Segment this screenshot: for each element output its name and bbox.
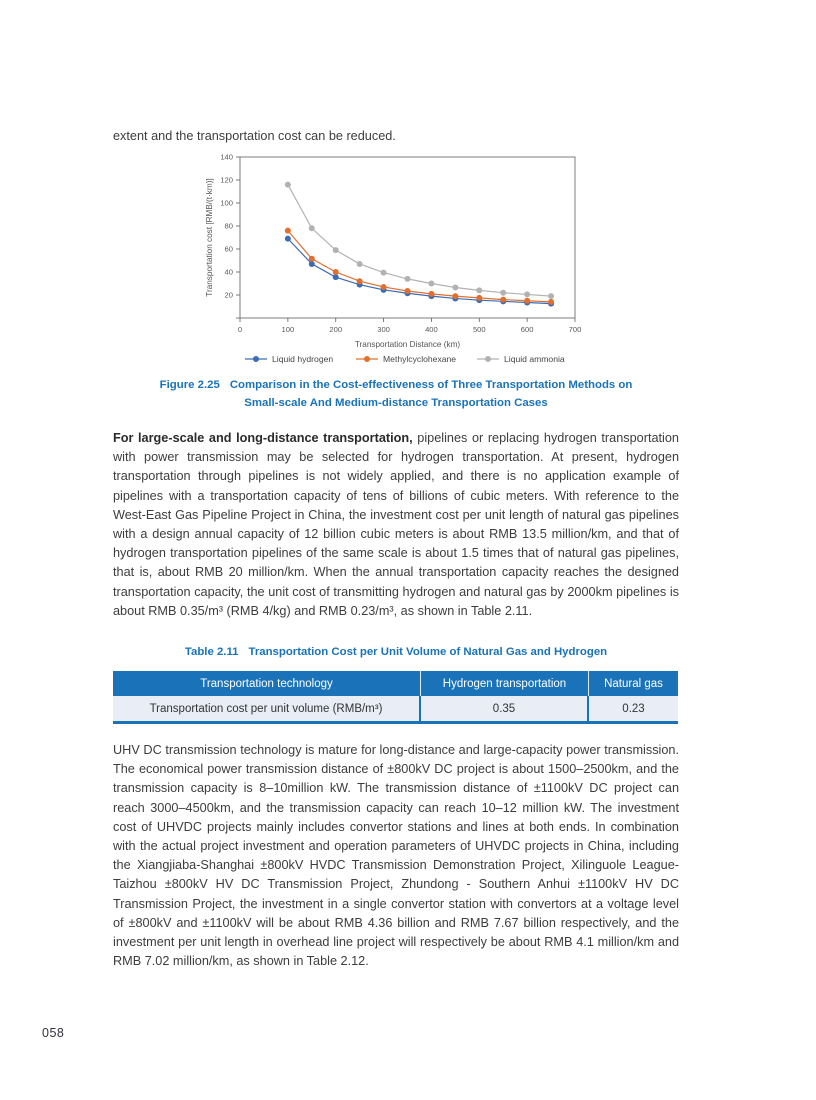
figure-caption-label: Figure 2.25 xyxy=(159,379,220,391)
y-tick-label: 100 xyxy=(220,198,233,208)
legend-label-methylcyclohexane: Methylcyclohexane xyxy=(383,354,457,364)
series-liquid-ammonia-point xyxy=(524,291,530,297)
y-tick-label: 60 xyxy=(224,244,233,254)
series-methylcyclohexane-point xyxy=(357,278,363,284)
header-cell-natural-gas: Natural gas xyxy=(604,677,663,690)
legend-label-liquid-hydrogen: Liquid hydrogen xyxy=(272,354,334,364)
y-tick-label: 120 xyxy=(220,175,233,185)
table-header-row xyxy=(113,671,678,696)
x-tick-label: 300 xyxy=(377,325,390,334)
series-liquid-hydrogen-point xyxy=(285,236,291,242)
series-methylcyclohexane-point xyxy=(476,295,482,301)
series-liquid-ammonia-point xyxy=(452,285,458,291)
series-methylcyclohexane-point xyxy=(500,297,506,303)
series-liquid-ammonia-point xyxy=(381,270,387,276)
series-methylcyclohexane-point xyxy=(381,284,387,290)
table-row xyxy=(113,696,678,721)
y-tick-label: 20 xyxy=(224,290,233,300)
paragraph-pipelines-text: pipelines or replacing hydrogen transportation with power transmission may be selected for hydrogen transportation. At present, hydrogen transportation through pipelines is not widely applied, and there is no application example of pipelines with a transportation capacity of tens of billions of cubic meters. With reference to the West-East Gas Pipeline Project in China, the investment cost per unit length of natural gas pipelines with a design annual capacity of 12 billion cubic meters is about RMB 13.5 million/km, and that of hydrogen transportation pipelines of the same scale is about 1.5 times that of natural gas pipelines, that is, about RMB 20 million/km. When the annual transportation capacity reaches the designed transportation capacity, the unit cost of transmitting hydrogen and natural gas by 2000km pipelines is about RMB 0.35/m³ (RMB 4/kg) and RMB 0.23/m³, as shown in Table 2.11. xyxy=(113,431,679,618)
y-tick-label: 80 xyxy=(224,221,233,231)
x-tick-label: 500 xyxy=(472,325,486,334)
series-liquid-ammonia-point xyxy=(548,293,554,299)
y-axis-label: Transportation cost [RMB/(t·km)] xyxy=(205,178,214,297)
series-methylcyclohexane-point xyxy=(548,299,554,305)
x-axis-label: Transportation Distance (km) xyxy=(354,340,461,349)
table-caption-label: Table 2.11 xyxy=(184,646,239,658)
x-tick-label: 400 xyxy=(425,325,438,334)
series-liquid-ammonia-point xyxy=(357,261,363,267)
legend-dot-liquid-hydrogen xyxy=(253,356,259,362)
series-liquid-ammonia-point xyxy=(309,225,315,231)
series-liquid-hydrogen-point xyxy=(309,261,315,267)
header-cell-technology: Transportation technology xyxy=(113,671,421,696)
cell-natural-gas-value: 0.23 xyxy=(622,702,645,715)
series-liquid-ammonia-point xyxy=(500,290,506,296)
cost-table xyxy=(113,671,678,724)
cell-hydrogen-value: 0.35 xyxy=(421,696,589,721)
series-methylcyclohexane-point xyxy=(452,293,458,299)
y-tick-label: 140 xyxy=(220,152,233,162)
table-caption-text: Transportation Cost per Unit Volume of Natural Gas and Hydrogen xyxy=(248,646,608,658)
cell-cost-label: Transportation cost per unit volume (RMB/m³) xyxy=(113,696,421,721)
intro-line: extent and the transportation cost can be reduced. xyxy=(113,129,396,143)
series-liquid-ammonia-point xyxy=(285,182,291,188)
x-tick-label: 700 xyxy=(568,325,582,334)
figure-caption xyxy=(113,376,679,412)
x-tick-label: 200 xyxy=(329,325,343,334)
series-methylcyclohexane-point xyxy=(524,298,530,304)
legend-label-liquid-ammonia: Liquid ammonia xyxy=(504,354,565,364)
y-tick-label: 40 xyxy=(224,267,233,277)
series-liquid-ammonia-point xyxy=(333,247,339,253)
series-methylcyclohexane-point xyxy=(428,291,434,297)
figure-caption-text: Comparison in the Cost-effectiveness of Three Transportation Methods on Small-scale And Medium-distance Transportation Cases xyxy=(229,379,633,409)
series-methylcyclohexane-point xyxy=(405,288,411,294)
legend-dot-liquid-ammonia xyxy=(485,356,491,362)
series-methylcyclohexane-line xyxy=(288,231,551,302)
series-liquid-ammonia-point xyxy=(476,287,482,293)
series-liquid-hydrogen-point xyxy=(333,274,339,280)
paragraph-lead-bold: For large-scale and long-distance transportation, xyxy=(113,431,413,445)
legend-dot-methylcyclohexane xyxy=(364,356,370,362)
series-methylcyclohexane-point xyxy=(309,256,315,262)
chart-svg xyxy=(113,140,678,375)
series-liquid-ammonia-line xyxy=(288,185,551,297)
series-liquid-ammonia-point xyxy=(428,281,434,287)
x-tick-label: 100 xyxy=(281,325,295,334)
series-liquid-ammonia-point xyxy=(405,276,411,282)
table-caption xyxy=(113,646,679,658)
series-methylcyclohexane-point xyxy=(285,228,291,234)
paragraph-uhvdc: UHV DC transmission technology is mature for long-distance and large-capacity power transmission. The economical power transmission distance of ±800kV DC project is about 1500–2500km, and the transmission capacity is 8–10million kW. The transmission distance of ±1100kV DC project can reach 3000–4500km, and the transmission capacity can reach 10–12 million kW. The investment cost of UHVDC projects mainly includes convertor stations and lines at both ends. In combination with the actual project investment and operation parameters of UHVDC projects in China, including the Xiangjiaba-Shanghai ±800kV HVDC Transmission Demonstration Project, Xilinguole League- Taizhou ±800kV HV DC Transmission Project, Zhundong - Southern Anhui ±1100kV HV DC Transmission Project, the investment in a single convertor station with convertors at a voltage level of ±800kV and ±1100kV will be about RMB 4.36 billion and RMB 7.67 billion respectively, and the investment per unit length in overhead line project will respectively be about RMB 4.1 million/km and RMB 7.02 million/km, as shown in Table 2.12. xyxy=(113,743,679,969)
page-number: 058 xyxy=(42,1026,65,1040)
transport-cost-chart xyxy=(113,140,678,375)
series-methylcyclohexane-point xyxy=(333,269,339,275)
paragraph-pipelines xyxy=(113,429,679,621)
header-cell-hydrogen: Hydrogen transportation xyxy=(421,671,589,696)
x-tick-label: 0 xyxy=(237,325,243,334)
x-tick-label: 600 xyxy=(520,325,534,334)
